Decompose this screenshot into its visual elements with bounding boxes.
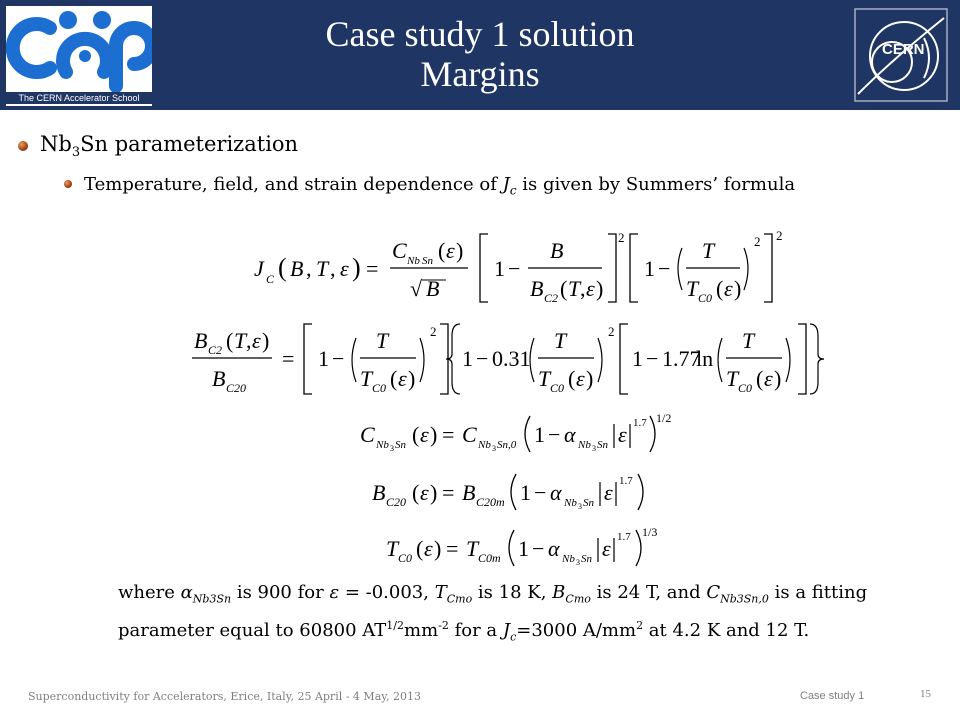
eq3-C: C	[360, 422, 375, 447]
where-B: B	[552, 582, 566, 603]
eq3-sn0: Sn,0	[497, 439, 517, 451]
eq4-minus: −	[534, 480, 547, 505]
eq4-eq: =	[442, 480, 455, 505]
eq2-eps: ε	[252, 328, 261, 353]
eq5-eq: =	[446, 536, 459, 561]
eq4-lp: (	[412, 480, 420, 505]
where-eps: ε	[329, 582, 340, 603]
equation-cnb3sn	[358, 408, 678, 458]
page-number: 15	[920, 688, 931, 700]
equation-tc0	[384, 522, 684, 572]
eq2-eq: =	[282, 346, 295, 371]
eq1-fT: T	[702, 238, 715, 263]
bullet-summers	[84, 172, 904, 204]
eq4-B2sub: C20m	[476, 495, 505, 509]
eq1-sn: Sn	[422, 255, 433, 267]
eq1-comma2: ,	[330, 256, 336, 281]
eq3-nb2: Nb	[478, 439, 491, 451]
eq2-sq: 2	[430, 324, 437, 339]
bullet2-text: Temperature, field, and strain dependence of	[84, 174, 503, 195]
eq2-dBsub: C20	[226, 381, 247, 395]
bullet1-text: Nb	[40, 132, 72, 156]
eq4-B: B	[372, 480, 386, 505]
equation-jc	[250, 228, 790, 308]
bullet-icon	[18, 141, 28, 151]
eq3-C2: C	[462, 422, 477, 447]
eq1-lp4: (	[716, 276, 724, 301]
eq3-eps2: ε	[618, 422, 627, 447]
eq1-sq1: 2	[618, 230, 625, 245]
eq1-C-sub: C	[266, 272, 275, 286]
eq2-dT: T	[360, 366, 373, 391]
where-text-1: where	[118, 582, 181, 603]
eq3-anb: Nb	[578, 439, 591, 451]
eq1-rp: )	[352, 253, 361, 282]
eq2-dTsub3: C0	[738, 381, 753, 395]
eq1-eps2: ε	[446, 238, 455, 263]
where-T-sub: Cmo	[446, 592, 473, 606]
cas-logo	[6, 6, 152, 106]
where-sup-half: 1/2	[386, 618, 404, 632]
eq4-rp: )	[430, 480, 438, 505]
where-paragraph	[118, 580, 918, 650]
eq5-third: 1/3	[642, 525, 658, 539]
where-text-2: is 900 for	[231, 582, 330, 603]
eq1-minus2: −	[658, 256, 671, 281]
eq3-minus: −	[548, 422, 561, 447]
eq4-one: 1	[520, 480, 531, 505]
eq1-deps2: ε	[724, 276, 733, 301]
eq5-rp: )	[434, 536, 442, 561]
eq5-eps: ε	[424, 536, 433, 561]
eq2-fT3: T	[742, 328, 755, 353]
eq1-lp: (	[278, 253, 287, 282]
eq2-rp: )	[262, 328, 270, 353]
eq2-minus2: −	[476, 346, 489, 371]
eq1-sqrt: √	[410, 276, 423, 301]
eq2-one3: 1	[632, 346, 643, 371]
eq2-k177: 1.77	[662, 346, 701, 371]
eq1-J: J	[254, 256, 264, 281]
eq2-fT2: T	[554, 328, 567, 353]
bullet1-tail: Sn parameterization	[80, 132, 299, 156]
eq1-one: 1	[494, 256, 505, 281]
bullet2-post: is given by Summers’ formula	[516, 174, 796, 195]
eq1-num-C: C	[392, 238, 407, 263]
cern-logo	[854, 8, 948, 102]
eq1-deps: ε	[586, 276, 595, 301]
where-B-sub: Cmo	[565, 592, 591, 606]
slide-title	[200, 14, 760, 94]
where-sup-2: 2	[636, 618, 644, 632]
eq4-pow: 1.7	[619, 475, 633, 487]
eq5-eps2: ε	[602, 536, 611, 561]
eq5-Tsub: C0	[398, 551, 413, 565]
equation-bc20	[370, 466, 670, 516]
eq2-rp4: )	[774, 366, 782, 391]
eq5-T: T	[386, 536, 399, 561]
eq5-one: 1	[518, 536, 529, 561]
eq2-k031: 0.31	[492, 346, 531, 371]
eq2-T: T	[234, 328, 247, 353]
cern-logo-text: CERN	[882, 41, 925, 58]
eq3-sn: Sn	[395, 439, 406, 451]
where-J-sub: c	[510, 630, 517, 644]
title-line-2: Margins	[420, 54, 540, 94]
where-text-4: is 18 K,	[472, 582, 553, 603]
cas-logo-caption: The CERN Accelerator School	[6, 92, 152, 104]
eq1-nb: Nb	[407, 255, 420, 267]
bullet2-c: c	[509, 183, 517, 198]
eq5-minus: −	[532, 536, 545, 561]
where-text-8: for a	[448, 619, 503, 641]
eq1-dB: B	[530, 276, 544, 301]
eq3-eq: =	[442, 422, 455, 447]
where-T: T	[434, 582, 447, 603]
eq2-rp3: )	[586, 366, 594, 391]
eq2-sq2: 2	[608, 324, 615, 339]
eq4-asn: Sn	[583, 497, 594, 509]
eq2-deps3: ε	[764, 366, 773, 391]
eq3-rp: )	[430, 422, 438, 447]
eq4-Bsub: C20	[386, 495, 407, 509]
eq1-one2: 1	[644, 256, 655, 281]
eq1-sq3: 2	[776, 228, 783, 243]
eq4-eps: ε	[420, 480, 429, 505]
eq1-dT2: T	[686, 276, 699, 301]
eq5-T2sub: C0m	[478, 551, 501, 565]
eq3-a3: 3	[592, 444, 596, 453]
eq1-dTsub: C0	[698, 291, 713, 305]
eq2-minus3: −	[646, 346, 659, 371]
eq2-B: B	[194, 328, 208, 353]
eq2-dT2: T	[538, 366, 551, 391]
eq1-sqrtB: B	[426, 276, 440, 301]
eq4-B2: B	[462, 480, 476, 505]
sub-bullet-icon	[64, 180, 72, 188]
eq2-lp4: (	[756, 366, 764, 391]
eq1-rp4: )	[734, 276, 742, 301]
eq3-lp: (	[412, 422, 420, 447]
eq1-minus: −	[508, 256, 521, 281]
eq5-alpha: α	[548, 536, 560, 561]
eq5-pow: 1.7	[617, 531, 631, 543]
eq2-fT: T	[376, 328, 389, 353]
eq2-deps2: ε	[576, 366, 585, 391]
eq2-comma: ,	[246, 328, 252, 353]
eq1-eq: =	[366, 256, 379, 281]
eq1-dBsub: C2	[544, 291, 559, 305]
footer-event: Superconductivity for Accelerators, Erice, Italy, 25 April - 4 May, 2013	[28, 690, 421, 703]
eq2-one: 1	[318, 346, 329, 371]
eq5-asn: Sn	[581, 553, 592, 565]
eq2-dTsub2: C0	[550, 381, 565, 395]
eq1-sq2: 2	[754, 234, 761, 249]
eq2-Bsub: C2	[208, 343, 223, 357]
equation-bc2	[190, 316, 830, 402]
eq3-3: 3	[390, 444, 394, 453]
where-text-5: is 24 T, and	[590, 582, 707, 603]
where-text-10: at 4.2 K and 12 T.	[643, 619, 810, 641]
eq3-asn: Sn	[597, 439, 608, 451]
eq1-comma: ,	[306, 256, 312, 281]
eq5-a3: 3	[576, 558, 580, 567]
where-text-6: is a fitting parameter equal to 60800 AT	[118, 582, 868, 641]
eq2-minus: −	[332, 346, 345, 371]
title-bar	[0, 0, 960, 110]
eq3-3b: 3	[492, 444, 496, 453]
eq2-ln: ln	[696, 346, 714, 371]
eq4-eps2: ε	[604, 480, 613, 505]
where-C-sub: Nb3Sn,0	[720, 592, 769, 606]
eq2-deps: ε	[398, 366, 407, 391]
eq2-lp2: (	[390, 366, 398, 391]
eq2-dTsub: C0	[372, 381, 387, 395]
eq1-T: T	[316, 256, 329, 281]
eq5-lp: (	[416, 536, 424, 561]
eq3-alpha: α	[564, 422, 576, 447]
eq2-lp3: (	[568, 366, 576, 391]
eq1-lp2: (	[438, 238, 446, 263]
eq2-one2: 1	[462, 346, 473, 371]
title-line-1: Case study 1 solution	[325, 14, 635, 54]
eq5-anb: Nb	[562, 553, 575, 565]
bullet1-sub: 3	[71, 145, 81, 161]
eq1-lp3: (	[560, 276, 568, 301]
where-J: J	[502, 619, 511, 641]
eq4-a3: 3	[578, 502, 582, 511]
eq3-half: 1/2	[656, 411, 672, 425]
eq1-dT: T	[568, 276, 581, 301]
footer-section: Case study 1	[800, 690, 865, 702]
eq3-nb: Nb	[376, 439, 389, 451]
where-alpha-sub: Nb3Sn	[192, 592, 232, 606]
eq5-T2: T	[466, 536, 479, 561]
where-text-7: mm	[404, 619, 439, 641]
eq1-eps: ε	[340, 256, 349, 281]
cas-logo-graphic	[6, 6, 152, 92]
eq3-pow: 1.7	[633, 417, 647, 429]
eq3-eps: ε	[420, 422, 429, 447]
eq1-rp2: )	[456, 238, 464, 263]
eq4-anb: Nb	[564, 497, 577, 509]
where-text-9: =3000 A/mm	[516, 619, 637, 641]
eq2-rp2: )	[408, 366, 416, 391]
eq2-dT3: T	[726, 366, 739, 391]
where-alpha: α	[180, 582, 193, 603]
where-text-3: = -0.003,	[339, 582, 435, 603]
bullet-nb3sn	[40, 132, 298, 160]
where-sup-m2: -2	[438, 618, 449, 632]
eq2-lp: (	[226, 328, 234, 353]
eq1-rp3: )	[596, 276, 604, 301]
eq4-alpha: α	[550, 480, 562, 505]
eq2-dB: B	[212, 366, 226, 391]
eq3-one: 1	[534, 422, 545, 447]
eq1-comma3: ,	[580, 276, 586, 301]
eq1-fB: B	[550, 238, 564, 263]
bullet2-J: J	[502, 174, 510, 195]
where-C: C	[706, 582, 721, 603]
eq1-B: B	[290, 256, 304, 281]
